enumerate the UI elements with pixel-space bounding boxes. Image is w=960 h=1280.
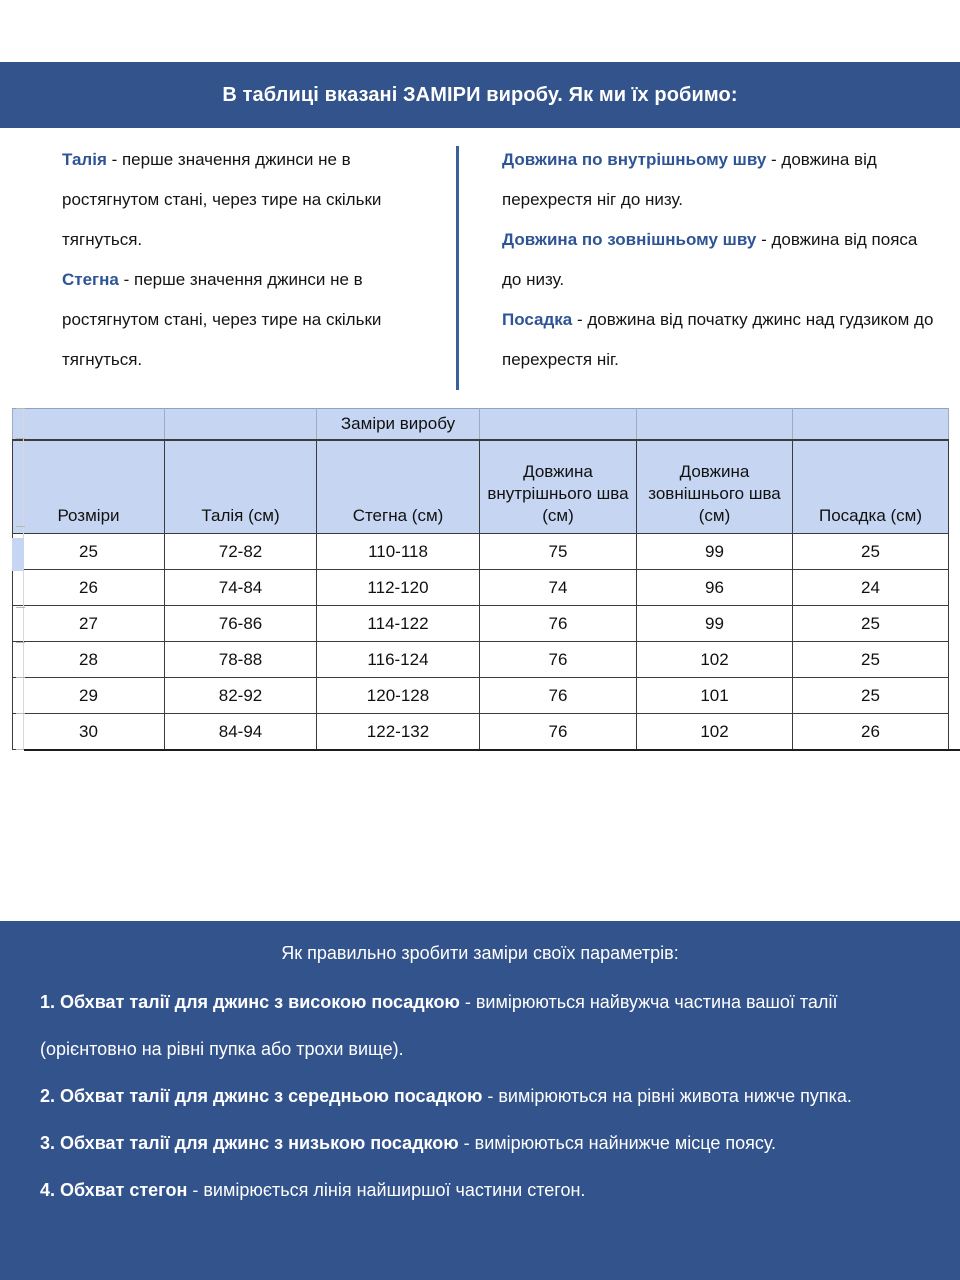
cell-outseam: 101	[637, 678, 793, 714]
cell-waist: 72-82	[165, 534, 317, 570]
definition-text: - перше значення джинси не в ростягнутом стані, через тире на скільки тягнуться.	[62, 270, 382, 369]
cell-waist: 82-92	[165, 678, 317, 714]
instruction-item	[40, 1120, 930, 1167]
grid-tick	[16, 526, 25, 527]
table-row	[13, 606, 949, 642]
table-merged-title: Заміри виробу	[317, 409, 480, 441]
column-divider	[456, 146, 459, 390]
cell-rise: 25	[793, 642, 949, 678]
cell-hips: 110-118	[317, 534, 480, 570]
cell-waist: 78-88	[165, 642, 317, 678]
column-header-rise: Посадка (см)	[793, 440, 949, 534]
grid-tick	[16, 677, 25, 678]
cell-hips: 122-132	[317, 714, 480, 750]
table-bottom-rule	[24, 749, 960, 751]
definition-term: Талія	[62, 150, 107, 169]
cell-outseam: 102	[637, 714, 793, 750]
instruction-item	[40, 1073, 930, 1120]
column-header-hips: Стегна (см)	[317, 440, 480, 534]
instruction-text: - вимірюються найнижче місце поясу.	[458, 1133, 777, 1153]
instruction-text: - вимірюються на рівні живота нижче пупка.	[482, 1086, 852, 1106]
page-title: В таблиці вказані ЗАМІРИ виробу. Як ми їх робимо:	[222, 83, 738, 106]
instruction-label: 3. Обхват талії для джинс з низькою посадкою	[40, 1133, 459, 1153]
column-header-outseam: Довжина зовнішнього шва (см)	[637, 440, 793, 534]
measurements-table	[12, 408, 949, 750]
cell-rise: 26	[793, 714, 949, 750]
definition-term: Посадка	[502, 310, 573, 329]
definition-item	[62, 260, 442, 380]
instructions-heading: Як правильно зробити заміри своїх параметрів:	[281, 943, 679, 963]
grid-tick	[16, 713, 25, 714]
cell-inseam: 76	[480, 714, 637, 750]
definition-text: - довжина від перехрестя ніг до низу.	[502, 150, 877, 209]
table-row	[13, 714, 949, 750]
instruction-item	[40, 1167, 930, 1214]
cell-inseam: 75	[480, 534, 637, 570]
cell-rise: 25	[793, 606, 949, 642]
definition-item	[62, 140, 442, 260]
cell-inseam: 76	[480, 642, 637, 678]
cell-waist: 76-86	[165, 606, 317, 642]
cell-inseam: 76	[480, 678, 637, 714]
cell-hips: 112-120	[317, 570, 480, 606]
cell-rise: 24	[793, 570, 949, 606]
cell-waist: 84-94	[165, 714, 317, 750]
cell-waist: 74-84	[165, 570, 317, 606]
table-row	[13, 642, 949, 678]
definitions-left-column	[62, 140, 442, 380]
instruction-item	[40, 979, 930, 1073]
cell-rise: 25	[793, 534, 949, 570]
table-row	[13, 570, 949, 606]
cell-inseam: 76	[480, 606, 637, 642]
instructions-panel	[0, 921, 960, 1280]
definition-term: Довжина по внутрішньому шву	[502, 150, 767, 169]
merged-blank-cell	[165, 409, 317, 441]
table-left-edge	[23, 408, 24, 750]
definition-item	[502, 300, 934, 380]
instruction-label: 4. Обхват стегон	[40, 1180, 188, 1200]
cell-hips: 120-128	[317, 678, 480, 714]
table-row	[13, 534, 949, 570]
instruction-label: 1. Обхват талії для джинс з високою посадкою	[40, 992, 460, 1012]
grid-tick	[16, 408, 25, 409]
cell-size: 27	[13, 606, 165, 642]
table-row	[13, 678, 949, 714]
cell-inseam: 74	[480, 570, 637, 606]
grid-tick	[16, 438, 25, 439]
cell-size: 28	[13, 642, 165, 678]
column-header-inseam: Довжина внутрішнього шва (см)	[480, 440, 637, 534]
column-header-sizes: Розміри	[13, 440, 165, 534]
measurements-table-container	[12, 408, 948, 750]
definitions-right-column	[502, 140, 934, 380]
cell-hips: 114-122	[317, 606, 480, 642]
grid-tick	[16, 642, 25, 643]
cell-size: 25	[13, 534, 165, 570]
column-header-waist: Талія (см)	[165, 440, 317, 534]
definition-term: Довжина по зовнішньому шву	[502, 230, 757, 249]
instruction-label: 2. Обхват талії для джинс з середньою посадкою	[40, 1086, 483, 1106]
definitions-section	[0, 140, 960, 398]
header-banner	[0, 62, 960, 128]
instructions-list	[40, 979, 930, 1214]
instruction-text: - вимірюються найвужча частина вашої талії (орієнтовно на рівні пупка або трохи вище).	[40, 992, 838, 1059]
definition-text: - перше значення джинси не в ростягнутом стані, через тире на скільки тягнуться.	[62, 150, 382, 249]
definition-item	[502, 140, 934, 220]
table-merged-header-row	[13, 409, 949, 441]
merged-blank-cell	[13, 409, 165, 441]
definition-item	[502, 220, 934, 300]
row-selector-strip	[12, 538, 24, 571]
merged-blank-cell	[480, 409, 637, 441]
merged-blank-cell	[637, 409, 793, 441]
cell-rise: 25	[793, 678, 949, 714]
cell-size: 26	[13, 570, 165, 606]
cell-outseam: 99	[637, 606, 793, 642]
cell-outseam: 96	[637, 570, 793, 606]
table-header-row	[13, 440, 949, 534]
merged-blank-cell	[793, 409, 949, 441]
cell-outseam: 99	[637, 534, 793, 570]
cell-outseam: 102	[637, 642, 793, 678]
definition-term: Стегна	[62, 270, 119, 289]
cell-hips: 116-124	[317, 642, 480, 678]
grid-tick	[16, 607, 25, 608]
instruction-text: - вимірюється лінія найширшої частини стегон.	[187, 1180, 586, 1200]
cell-size: 30	[13, 714, 165, 750]
definition-text: - довжина від початку джинс над гудзиком до перехрестя ніг.	[502, 310, 934, 369]
cell-size: 29	[13, 678, 165, 714]
definition-text: - довжина від пояса до низу.	[502, 230, 918, 289]
